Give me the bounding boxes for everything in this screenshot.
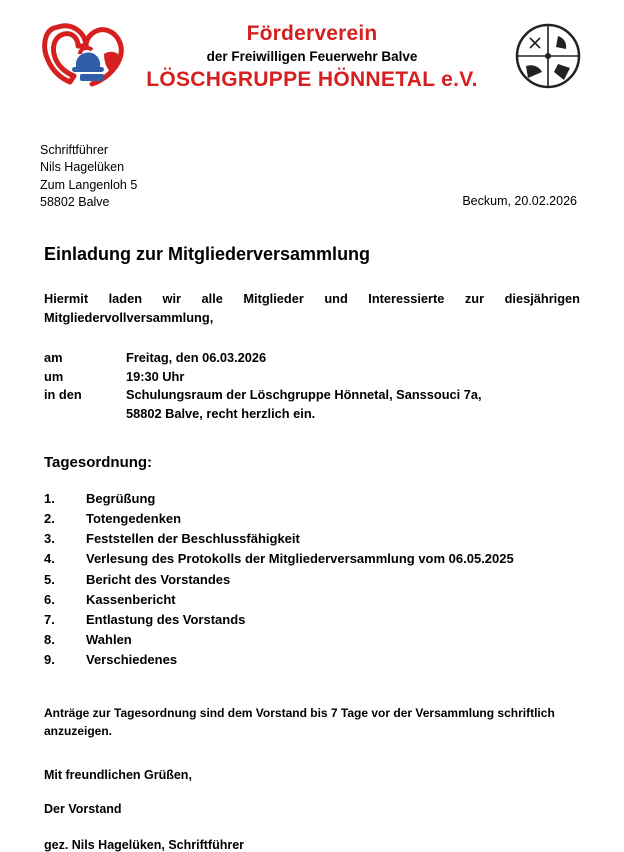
detail-value: 19:30 Uhr	[126, 368, 185, 384]
agenda-list	[40, 489, 584, 670]
place-and-date: Beckum, 20.02.2026	[462, 194, 577, 208]
closing-greeting: Mit freundlichen Grüßen,	[44, 767, 192, 782]
list-item	[44, 509, 584, 528]
agenda-text: Feststellen der Beschlussfähigkeit	[86, 531, 300, 547]
page-title: Einladung zur Mitgliederversammlung	[44, 244, 371, 264]
detail-value: 58802 Balve, recht herzlich ein.	[126, 406, 316, 422]
detail-row	[44, 368, 584, 387]
feuerwehr-wappen-icon	[514, 22, 582, 90]
agenda-text: Verlesung des Protokolls der Mitgliederversammlung vom 06.05.2025	[86, 551, 514, 567]
agenda-number: 1.	[44, 490, 55, 506]
agenda-note: Anträge zur Tagesordnung sind dem Vorstand bis 7 Tage vor der Versammlung schriftlich anzuzeigen.	[44, 705, 555, 738]
agenda-text: Begrüßung	[86, 490, 156, 506]
agenda-number: 6.	[44, 591, 55, 607]
agenda-number: 3.	[44, 531, 55, 547]
list-item	[44, 590, 584, 609]
list-item	[44, 549, 584, 568]
agenda-text: Entlastung des Vorstands	[86, 611, 246, 627]
detail-row	[44, 349, 584, 368]
org-group-name: LÖSCHGRUPPE HÖNNETAL e.V.	[146, 67, 478, 91]
detail-label: um	[44, 368, 64, 384]
agenda-text: Kassenbericht	[86, 591, 176, 607]
agenda-number: 5.	[44, 571, 55, 587]
agenda-text: Bericht des Vorstandes	[86, 571, 231, 587]
agenda-number: 8.	[44, 632, 55, 648]
sender-role: Schriftführer	[40, 143, 109, 157]
detail-label: am	[44, 350, 63, 366]
list-item	[44, 650, 584, 669]
detail-row	[44, 386, 584, 405]
agenda-text: Totengedenken	[86, 510, 182, 526]
agenda-text: Wahlen	[86, 632, 132, 648]
closing-board: Der Vorstand	[44, 801, 122, 816]
detail-label: in den	[44, 387, 82, 403]
agenda-number: 7.	[44, 611, 55, 627]
detail-value: Schulungsraum der Löschgruppe Hönnetal, Sanssouci 7a,	[126, 387, 482, 403]
closing-signature: gez. Nils Hagelüken, Schriftführer	[44, 837, 245, 852]
agenda-number: 4.	[44, 551, 55, 567]
org-name: Förderverein	[246, 22, 378, 45]
agenda-number: 9.	[44, 652, 55, 668]
list-item	[44, 489, 584, 508]
event-details	[40, 349, 584, 423]
detail-row	[44, 405, 584, 424]
list-item	[44, 529, 584, 548]
agenda-text: Verschiedenes	[86, 652, 178, 668]
list-item	[44, 630, 584, 649]
detail-label	[44, 405, 126, 424]
sender-name: Nils Hagelüken	[40, 160, 125, 175]
sender-city: 58802 Balve	[40, 194, 110, 209]
org-subtitle: der Freiwilligen Feuerwehr Balve	[206, 48, 418, 64]
agenda-heading: Tagesordnung:	[44, 453, 153, 471]
letter-header	[40, 0, 584, 104]
foerderverein-logo-icon	[40, 20, 132, 92]
list-item	[44, 570, 584, 589]
agenda-number: 2.	[44, 510, 55, 526]
detail-value: Freitag, den 06.03.2026	[126, 350, 267, 366]
list-item	[44, 610, 584, 629]
sender-street: Zum Langenloh 5	[40, 177, 138, 192]
intro-paragraph: Hiermit laden wir alle Mitglieder und Interessierte zur diesjährigen Mitgliedervollversammlung,	[44, 291, 580, 326]
